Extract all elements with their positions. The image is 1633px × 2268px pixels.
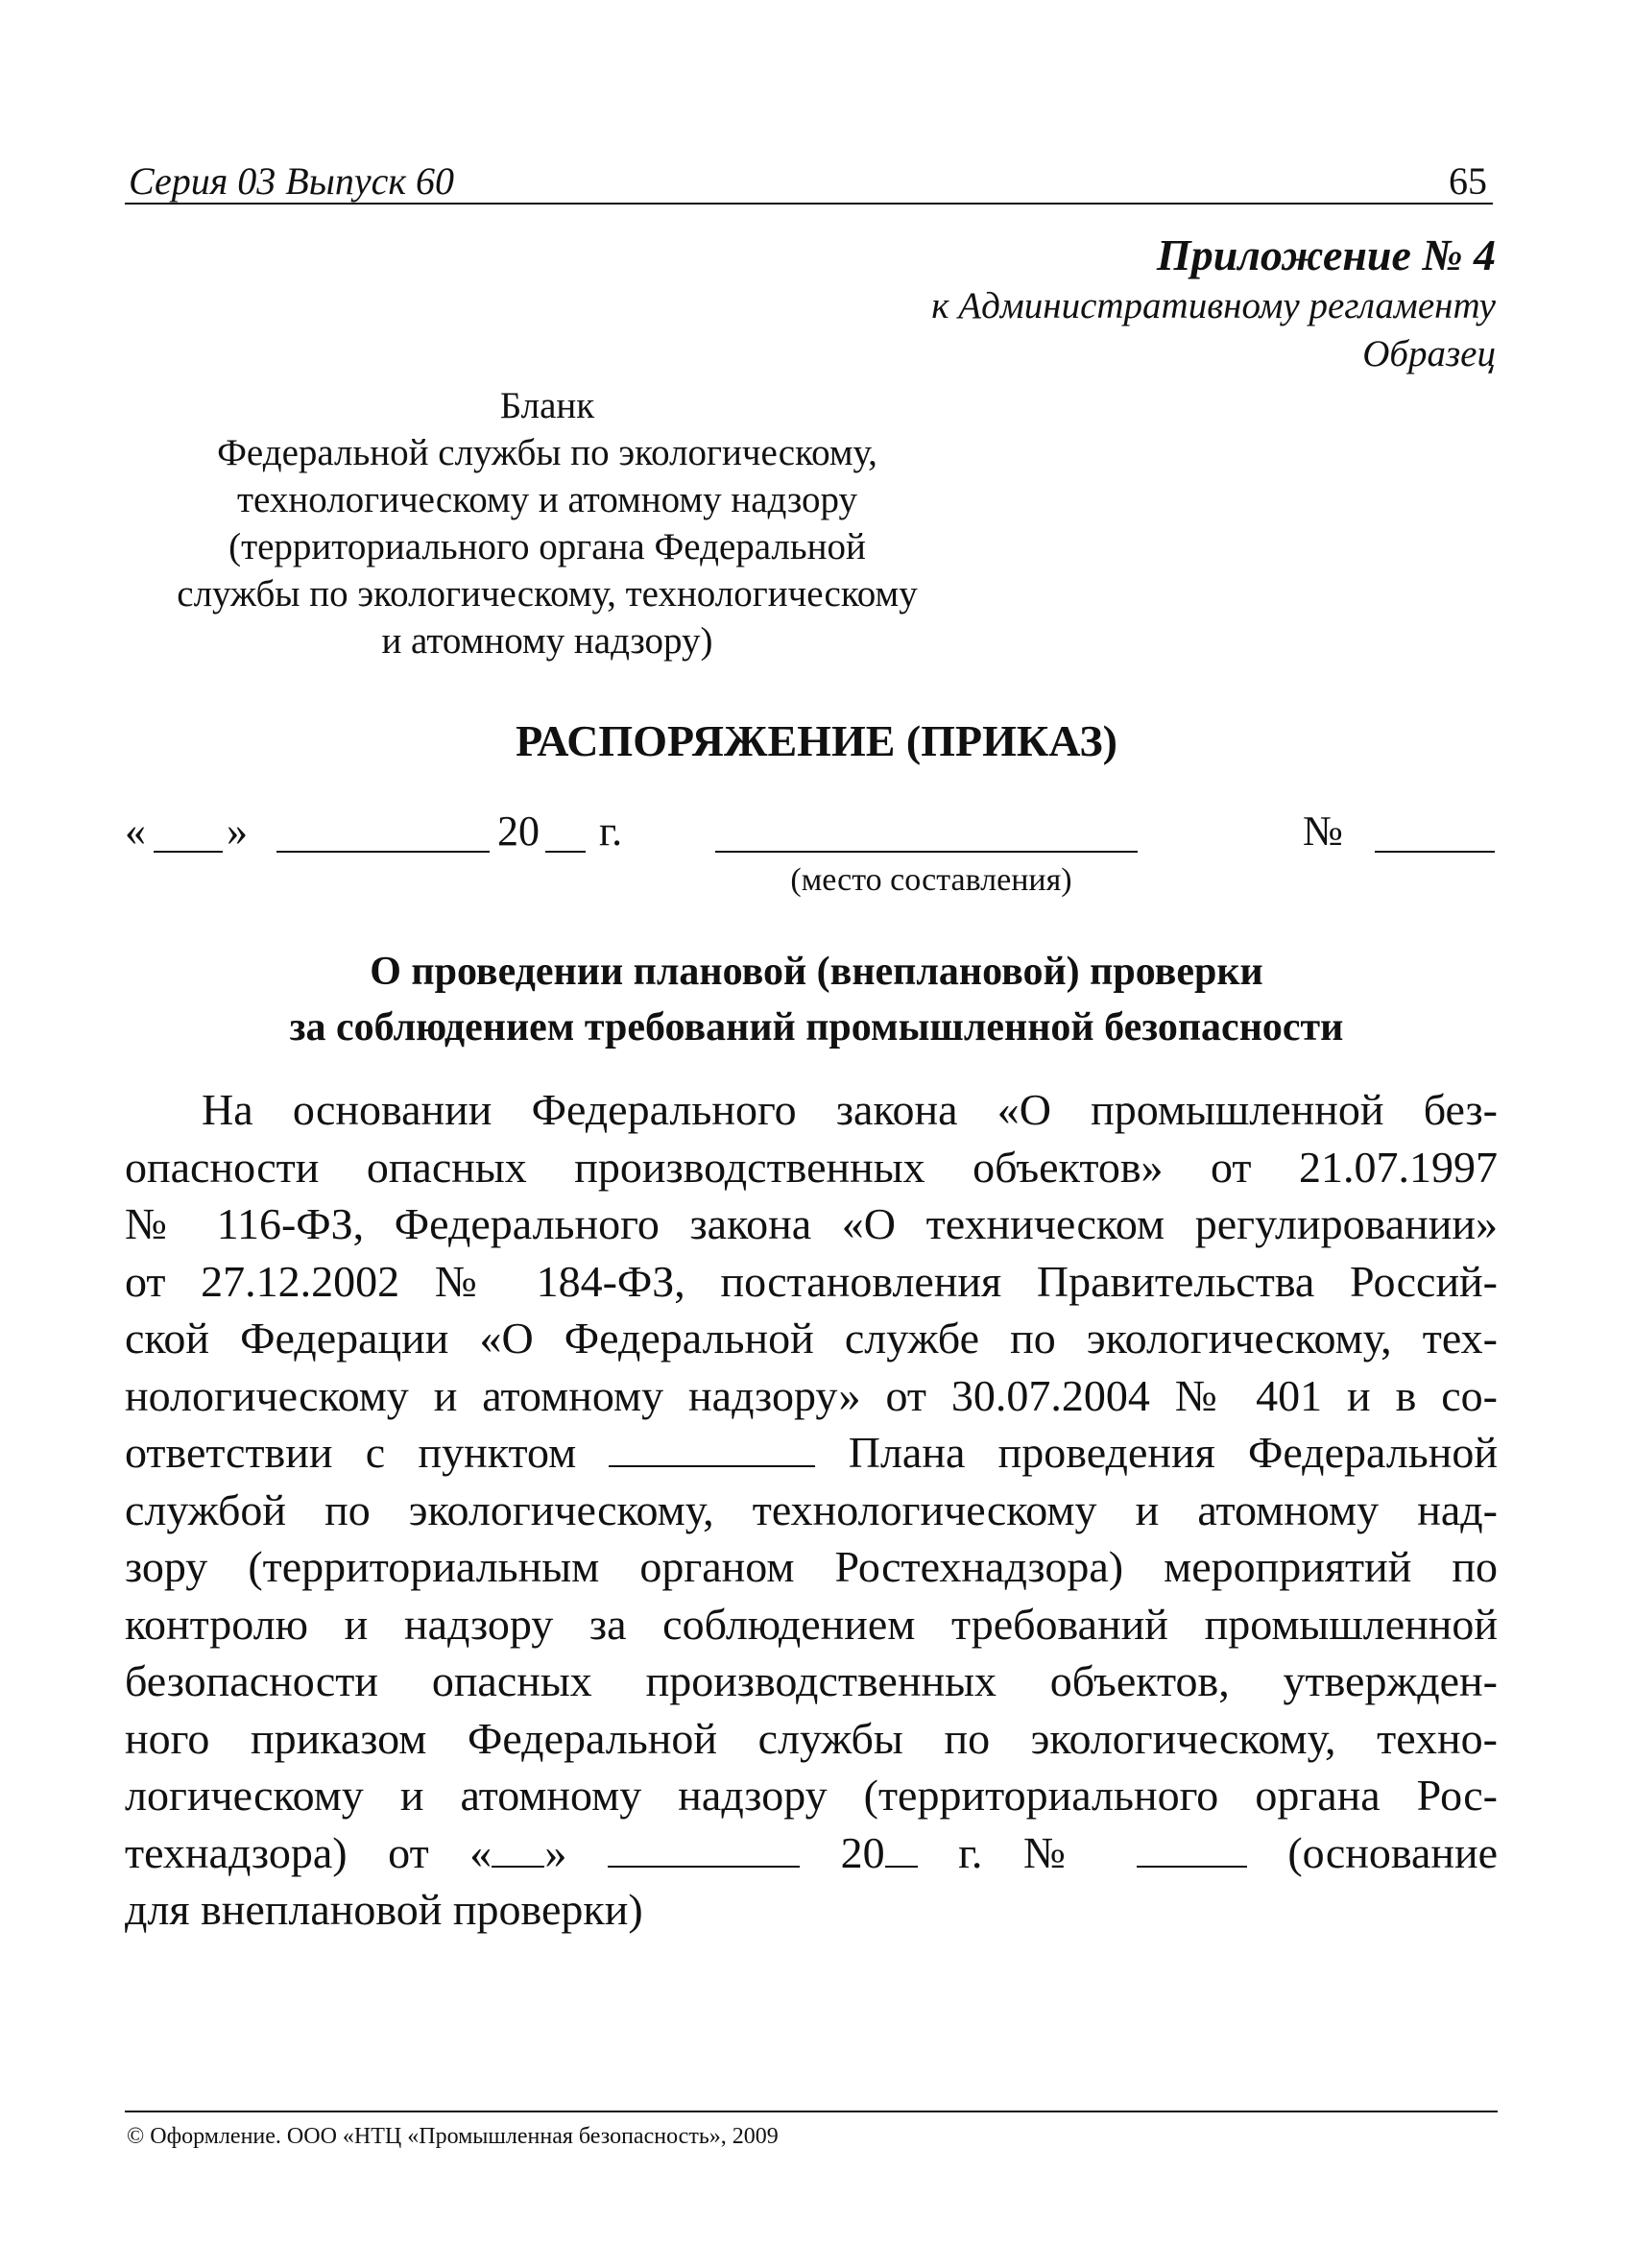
- body-text-fragment: технадзора) от «: [125, 1827, 492, 1877]
- body-line: опасности опасных производственных объектов» от 21.07.1997: [125, 1142, 1498, 1192]
- letterhead-line: службы по экологическому, технологическому: [177, 573, 918, 615]
- order-year-blank: [885, 1825, 918, 1868]
- document-title: РАСПОРЯЖЕНИЕ (ПРИКАЗ): [516, 716, 1117, 765]
- appendix-title: Приложение № 4: [1156, 230, 1496, 279]
- letterhead: [96, 382, 998, 664]
- appendix-block: [931, 229, 1496, 378]
- body-paragraph: [125, 1081, 1498, 1939]
- body-line: контролю и надзору за соблюдением требований промышленной: [125, 1599, 1498, 1649]
- body-text-fragment: г. №: [958, 1827, 1096, 1877]
- letterhead-line: (территориального органа Федеральной: [228, 526, 866, 567]
- year-prefix: 20: [497, 808, 540, 855]
- body-line: нологическому и атомному надзору» от 30.07.2004 № 401 и в со-: [125, 1370, 1498, 1420]
- letterhead-line: технологическому и атомному надзору: [237, 479, 857, 520]
- subject-line: О проведении плановой (внеплановой) проверки: [370, 950, 1263, 994]
- body-line: № 116-ФЗ, Федерального закона «О техническом регулировании»: [125, 1199, 1498, 1248]
- running-header: [125, 149, 1493, 205]
- order-month-blank: [608, 1825, 800, 1868]
- year-blank: [545, 851, 586, 853]
- body-line: безопасности опасных производственных объектов, утвержден-: [125, 1656, 1498, 1705]
- date-open-quote: «: [125, 808, 146, 855]
- number-label: №: [1303, 808, 1343, 855]
- series-label: Серия 03 Выпуск 60: [129, 159, 455, 203]
- year-suffix: г.: [599, 808, 623, 855]
- subject-heading: [0, 944, 1633, 1055]
- body-line: ской Федерации «О Федеральной службе по экологическому, тех-: [125, 1314, 1498, 1363]
- body-line: логическому и атомному надзору (территориального органа Рос-: [125, 1771, 1498, 1820]
- body-text-fragment: Плана проведения Федеральной: [848, 1428, 1498, 1477]
- appendix-subtitle: к Административному регламенту: [931, 285, 1496, 326]
- footer-copyright: © Оформление. ООО «НТЦ «Промышленная безопасность», 2009: [127, 2124, 779, 2149]
- letterhead-line: Федеральной службы по экологическому,: [217, 432, 877, 473]
- subject-line: за соблюдением требований промышленной безопасности: [289, 1005, 1344, 1050]
- page-number: 65: [1449, 159, 1487, 203]
- order-details-line: [0, 803, 1633, 860]
- letterhead-line: и атомному надзору): [381, 620, 713, 662]
- order-number-blank: [1137, 1825, 1247, 1868]
- body-text-fragment: »: [544, 1827, 567, 1877]
- number-blank: [1375, 851, 1495, 853]
- body-text-fragment: ответствии с пунктом: [125, 1428, 577, 1477]
- body-line: ного приказом Федеральной службы по экологическому, техно-: [125, 1713, 1498, 1763]
- body-line: [125, 1424, 1498, 1482]
- body-line: На основании Федерального закона «О промышленной без-: [202, 1085, 1498, 1134]
- letterhead-line: Бланк: [499, 385, 595, 426]
- date-close-quote: »: [227, 808, 248, 855]
- date-day-blank: [154, 851, 223, 853]
- body-text-fragment: (основание: [1287, 1827, 1498, 1877]
- body-line: [125, 1824, 1498, 1882]
- place-caption: (место составления): [790, 862, 1072, 898]
- sample-label: Образец: [1362, 333, 1496, 374]
- body-line: службой по экологическому, технологическому и атомному над-: [125, 1484, 1498, 1534]
- body-line: зору (территориальным органом Ростехнадзора) мероприятий по: [125, 1542, 1498, 1591]
- order-day-blank: [492, 1825, 544, 1868]
- item-number-blank: [609, 1425, 815, 1467]
- place-blank: [715, 851, 1138, 853]
- body-line: от 27.12.2002 № 184-ФЗ, постановления Правительства Россий-: [125, 1256, 1498, 1306]
- footer-divider: [125, 2111, 1498, 2112]
- date-month-blank: [276, 851, 490, 853]
- body-text-fragment: 20: [840, 1827, 885, 1877]
- body-line: для внеплановой проверки): [125, 1885, 643, 1934]
